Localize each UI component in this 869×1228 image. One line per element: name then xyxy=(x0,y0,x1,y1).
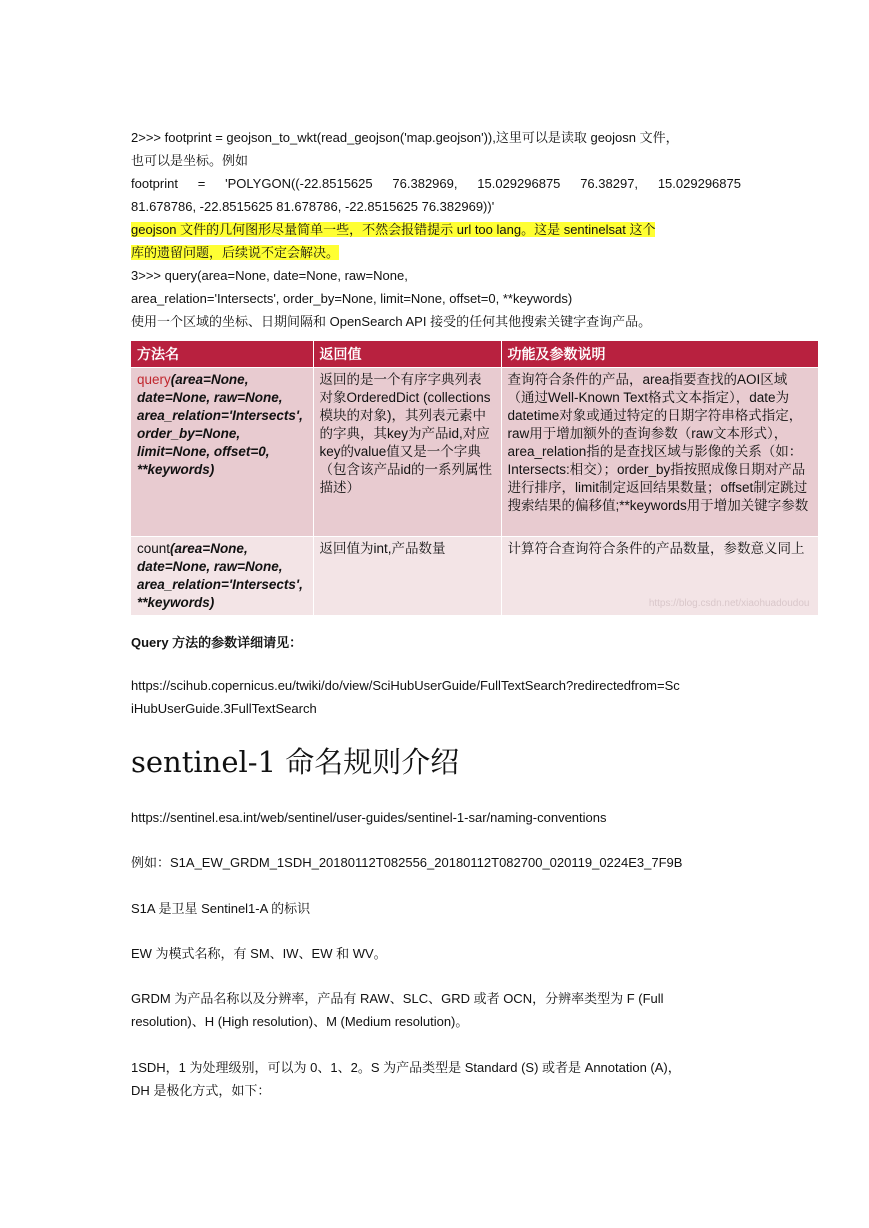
paragraph xyxy=(131,1056,741,1102)
section-heading: sentinel-1 命名规则介绍 xyxy=(131,745,460,779)
table-row xyxy=(131,537,818,616)
text-line: 也可以是坐标。例如 xyxy=(131,153,249,168)
table-row xyxy=(131,368,818,537)
method-cell xyxy=(131,537,313,616)
watermark: https://blog.csdn.net/xiaohuadoudou xyxy=(648,598,810,609)
text-token: 'POLYGON((-22.8515625 xyxy=(225,176,373,191)
method-params: (area=None, date=None, raw=None, area_relation='Intersects', **keywords) xyxy=(137,541,303,610)
link-line: iHubUserGuide.3FullTextSearch xyxy=(131,701,317,716)
text-line: area_relation='Intersects', order_by=None, limit=None, offset=0, **keywords) xyxy=(131,291,573,306)
return-cell: 返回值为int,产品数量 xyxy=(313,537,501,616)
paragraph: EW 为模式名称，有 SM、IW、EW 和 WV。 xyxy=(131,946,387,961)
method-cell xyxy=(131,368,313,537)
text-line: 3>>> query(area=None, date=None, raw=None, xyxy=(131,268,408,283)
text-token: = xyxy=(197,176,206,191)
text-token: 15.029296875 xyxy=(477,176,561,191)
reference-link[interactable] xyxy=(131,674,741,720)
highlighted-text: geojson 文件的几何图形尽量简单一些，不然会报错提示 url too lang。这是 sentinelsat 这个 xyxy=(131,222,656,237)
methods-table xyxy=(131,341,818,615)
highlighted-text: 库的遗留问题，后续说不定会解决。 xyxy=(131,245,340,260)
desc-cell: 查询符合条件的产品，area指要查找的AOI区域（通过Well-Known Text格式文本指定），date为datetime对象或通过特定的日期字符串格式指定，raw用于增加额外的查询参数（raw文本形式），area_relation指的是查找区域与影像的关系（如：Intersects:相交）；order_by指按照成像日期对产品进行排序，limit制定返回结果数量；offset制定跳过搜索结果的偏移值;**keywords用于增加关键字参数 xyxy=(501,368,818,537)
reference-link[interactable]: https://sentinel.esa.int/web/sentinel/user-guides/sentinel-1-sar/naming-conventions xyxy=(131,810,607,825)
text-line: 1SDH，1 为处理级别，可以为 0、1、2。S 为产品类型是 Standard (S) 或者是 Annotation (A)， xyxy=(131,1060,681,1075)
method-name: count xyxy=(137,541,171,556)
example-text: 例如：S1A_EW_GRDM_1SDH_20180112T082556_20180112T082700_020119_0224E3_7F9B xyxy=(131,855,683,870)
method-params: (area=None, date=None, raw=None, area_relation='Intersects', order_by=None, limit=None, offset=0, **keywords) xyxy=(137,372,303,477)
query-note: Query 方法的参数详细请见： xyxy=(131,635,303,650)
desc-text: 计算符合查询符合条件的产品数量，参数意义同上 xyxy=(507,541,805,556)
paragraph: S1A 是卫星 Sentinel1-A 的标识 xyxy=(131,901,311,916)
text-token: 76.38297, xyxy=(580,176,639,191)
text-token: 15.029296875 xyxy=(657,176,741,191)
text-line: 2>>> footprint = geojson_to_wkt(read_geojson('map.geojson')),这里可以是读取 geojosn 文件， xyxy=(131,130,679,145)
text-line: 使用一个区域的坐标、日期间隔和 OpenSearch API 接受的任何其他搜索关键字查询产品。 xyxy=(131,314,652,329)
table-header: 返回值 xyxy=(313,341,501,368)
text-line: resolution)、H (High resolution)、M (Medium resolution)。 xyxy=(131,1014,469,1029)
method-name: query xyxy=(137,372,171,387)
text-line: GRDM 为产品名称以及分辨率，产品有 RAW、SLC、GRD 或者 OCN，分辨率类型为 F (Full xyxy=(131,991,664,1006)
link-line: https://scihub.copernicus.eu/twiki/do/view/SciHubUserGuide/FullTextSearch?redirectedfrom=Sc xyxy=(131,678,680,693)
text-token: 76.382969, xyxy=(392,176,458,191)
return-cell: 返回的是一个有序字典列表对象OrderedDict (collections模块的对象)，其列表元素中的字典，其key为产品id,对应key的value值又是一个字典（包含该产品id的一系列属性描述） xyxy=(313,368,501,537)
text-line: DH 是极化方式，如下： xyxy=(131,1083,271,1098)
table-header: 方法名 xyxy=(131,341,313,368)
table-header: 功能及参数说明 xyxy=(501,341,818,368)
paragraph xyxy=(131,987,741,1033)
text-line: 81.678786, -22.8515625 81.678786, -22.8515625 76.382969))' xyxy=(131,199,495,214)
desc-cell xyxy=(501,537,818,616)
text-token: footprint xyxy=(131,176,178,191)
footprint-line xyxy=(131,172,741,195)
intro-text xyxy=(131,126,741,333)
